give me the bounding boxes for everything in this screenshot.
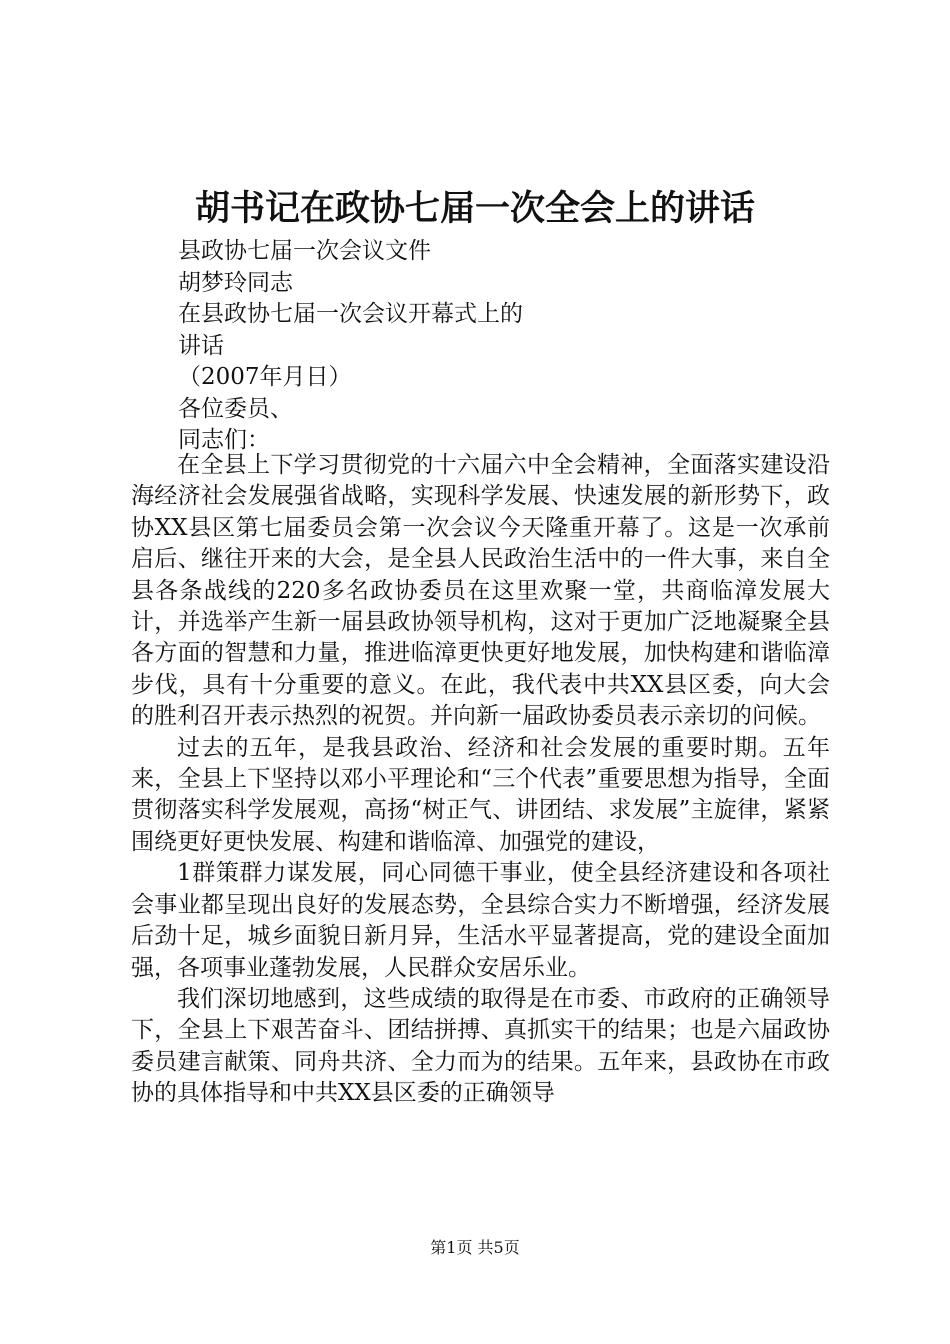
body-paragraph: 1群策群力谋发展，同心同德干事业，使全县经济建设和各项社会事业都呈现出良好的发展态势，全县综合实力不断增强，经济发展后劲十足，城乡面貌日新月异，生活水平显著提高，党的建设全面加强，各项事业蓬勃发展，人民群众安居乐业。 — [131, 860, 830, 981]
salutation-members: 各位委员、 — [178, 395, 293, 422]
body-paragraph: 在全县上下学习贯彻党的十六届六中全会精神，全面落实建设沿海经济社会发展强省战略，实现科学发展、快速发展的新形势下，政协XX县区第七届委员会第一次会议今天隆重开幕了。这是一次承前启后、继往开来的大会，是全县人民政治生活中的一件大事，来自全县各条战线的220多名政协委员在这里欢聚一堂，共商临漳发展大计，并选举产生新一届县政协领导机构，这对于更加广泛地凝聚全县各方面的智慧和力量，推进临漳更快更好地发展，加快构建和谐临漳步伐，具有十分重要的意义。在此，我代表中共XX县区委，向大会的胜利召开表示热烈的祝贺。并向新一届政协委员表示亲切的问候。 — [131, 452, 830, 730]
body-paragraph: 过去的五年，是我县政治、经济和社会发展的重要时期。五年来，全县上下坚持以邓小平理论和“三个代表”重要思想为指导，全面贯彻落实科学发展观，高扬“树正气、讲团结、求发展”主旋律，紧紧围绕更好更快发展、构建和谐临漳、加强党的建设， — [131, 734, 830, 855]
header-line-date: （2007年月日） — [178, 364, 352, 390]
header-line-speech: 讲话 — [178, 332, 224, 359]
salutation-comrades: 同志们： — [178, 427, 270, 453]
body-paragraph: 我们深切地感到，这些成绩的取得是在市委、市政府的正确领导下，全县上下艰苦奋斗、团结拼搏、真抓实干的结果；也是六届政协委员建言献策、同舟共济、全力而为的结果。五年来，县政协在市政协的具体指导和中共XX县区委的正确领导 — [131, 985, 830, 1107]
header-line-occasion: 在县政协七届一次会议开幕式上的 — [178, 301, 523, 327]
document-title: 胡书记在政协七届一次全会上的讲话 — [194, 188, 755, 229]
header-line-speaker: 胡梦玲同志 — [178, 269, 293, 296]
speech-header — [178, 236, 878, 457]
header-line-document-name: 县政协七届一次会议文件 — [178, 238, 431, 264]
page-footer: 第1页 共5页 — [430, 1238, 520, 1257]
speech-body — [131, 450, 830, 1110]
